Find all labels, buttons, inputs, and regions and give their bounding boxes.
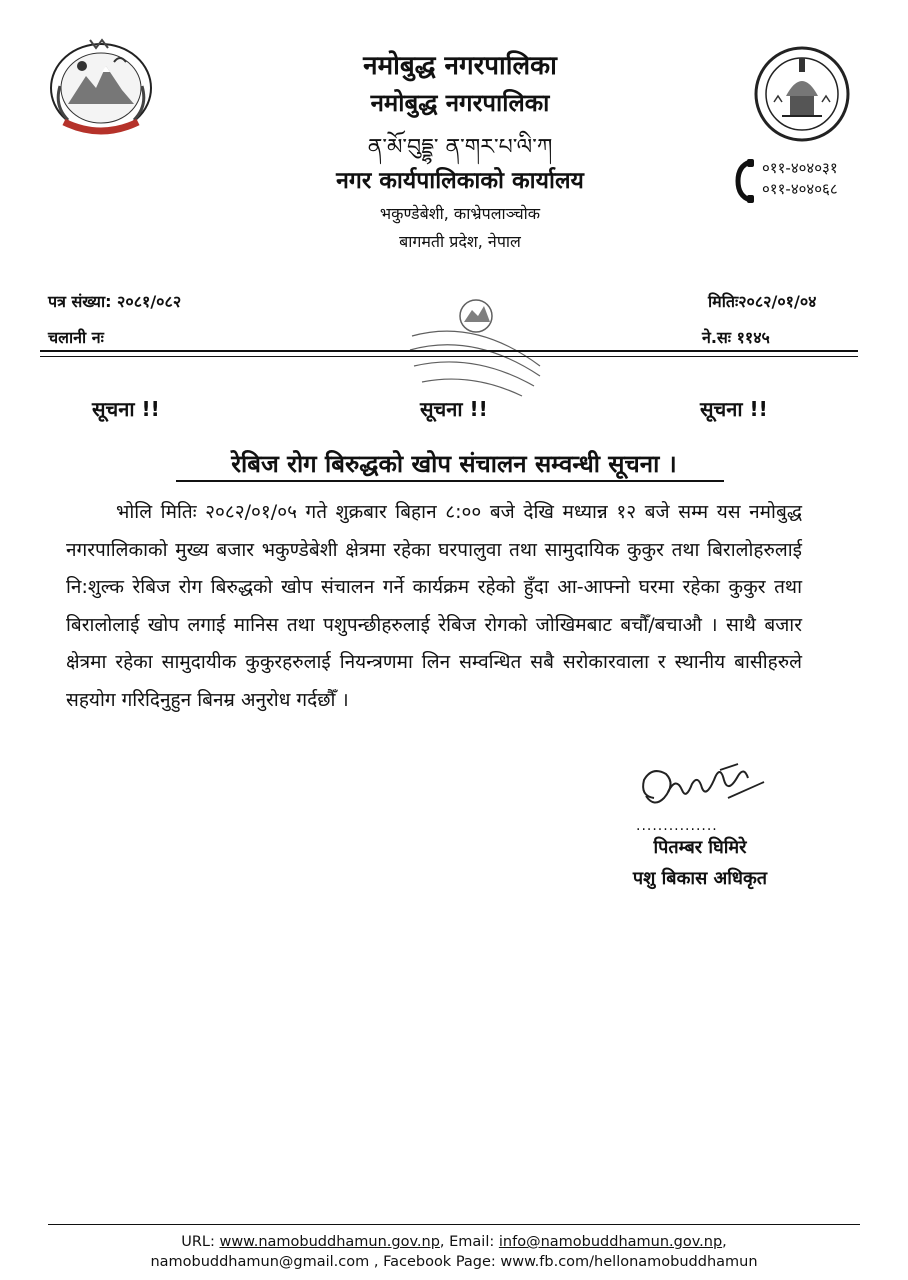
signatory-designation: पशु बिकास अधिकृत xyxy=(632,868,768,889)
notice-title: रेबिज रोग बिरुद्धको खोप संचालन सम्वन्धी सूचना । xyxy=(231,450,677,478)
office-name: नगर कार्यपालिकाको कार्यालय xyxy=(336,168,584,194)
signatory-name: पितम्बर घिमिरे xyxy=(653,837,747,858)
phone-number-1: ०११-४०४०३१ xyxy=(762,159,838,177)
notice-label-left: सूचना !! xyxy=(92,397,160,421)
header-divider-thick xyxy=(40,350,858,352)
notice-label-center: सूचना !! xyxy=(420,397,488,421)
nepal-samvat-date: ने.सः ११४५ xyxy=(702,328,770,347)
footer-url-label: URL: xyxy=(181,1234,220,1250)
footer-facebook-label: , Facebook Page: xyxy=(369,1254,501,1270)
footer-line-1 xyxy=(80,1234,828,1250)
dispatch-number: चलानी नः xyxy=(48,328,104,347)
footer-email2-link[interactable]: namobuddhamun@gmail.com xyxy=(150,1254,370,1270)
footer-facebook-link[interactable]: www.fb.com/hellonamobuddhamun xyxy=(500,1254,758,1270)
municipality-name-nepali: नमोबुद्ध नगरपालिका xyxy=(363,51,557,81)
municipality-logo-icon xyxy=(752,44,852,144)
letter-number: पत्र संख्या: २०८१/०८२ xyxy=(48,292,182,311)
municipality-name-newari: नमोबुद्ध नगरपालिका xyxy=(370,89,550,117)
phone-number-2: ०११-४०४०६८ xyxy=(762,180,838,198)
footer-email-link[interactable]: info@namobuddhamun.gov.np xyxy=(498,1234,723,1250)
letter-date: मितिः२०८२/०१/०४ xyxy=(708,292,817,311)
footer-divider xyxy=(48,1224,860,1225)
signature-dots: ............... xyxy=(636,818,718,834)
address-line-2: बागमती प्रदेश, नेपाल xyxy=(399,232,521,251)
municipality-name-tibetan: ན་མོ་བུདྡྷ་ ན་གར་པ་ལི་ཀ xyxy=(367,135,553,160)
footer-line-2 xyxy=(80,1254,828,1270)
address-line-1: भकुण्डेबेशी, काभ्रेपलाञ्चोक xyxy=(379,204,541,223)
notice-label-right: सूचना !! xyxy=(700,397,768,421)
office-stamp-icon xyxy=(402,286,547,404)
phone-numbers xyxy=(762,158,838,200)
phone-icon xyxy=(734,158,756,204)
footer-url-link[interactable]: www.namobuddhamun.gov.np xyxy=(219,1234,440,1250)
header-divider-thin xyxy=(40,356,858,357)
notice-body: भोलि मितिः २०८२/०१/०५ गते शुक्रबार बिहान ८:०० बजे देखि मध्यान्न १२ बजे सम्म यस नमोबुद्ध नगरपालिकाको मुख्य बजार भकुण्डेबेशी क्षेत्रमा रहेका घरपालुवा तथा सामुदायिक कुकुर तथा बिरालोहरुलाई नि:शुल्क रेबिज रोग बिरुद्धको खोप संचालन गर्ने कार्यक्रम रहेको हुँदा आ-आफ्नो घरमा रहेका कुकुर तथा बिरालोलाई खोप लगाई मानिस तथा पशुपन्छीहरुलाई रेबिज रोगको जोखिमबाट बचौँ/बचाऔ । साथै बजार क्षेत्रमा रहेका सामुदायीक कुकुरहरुलाई नियन्त्रणमा लिन सम्वन्धित सबै सरोकारवाला र स्थानीय बासीहरुले सहयोग गरिदिनुहुन बिनम्र अनुरोध गर्दछौँ । xyxy=(66,501,802,711)
nepal-emblem-icon xyxy=(42,36,160,140)
footer-email-suffix: , xyxy=(722,1234,727,1250)
footer-email-label: , Email: xyxy=(439,1234,499,1250)
notice-title-underline xyxy=(176,480,724,482)
